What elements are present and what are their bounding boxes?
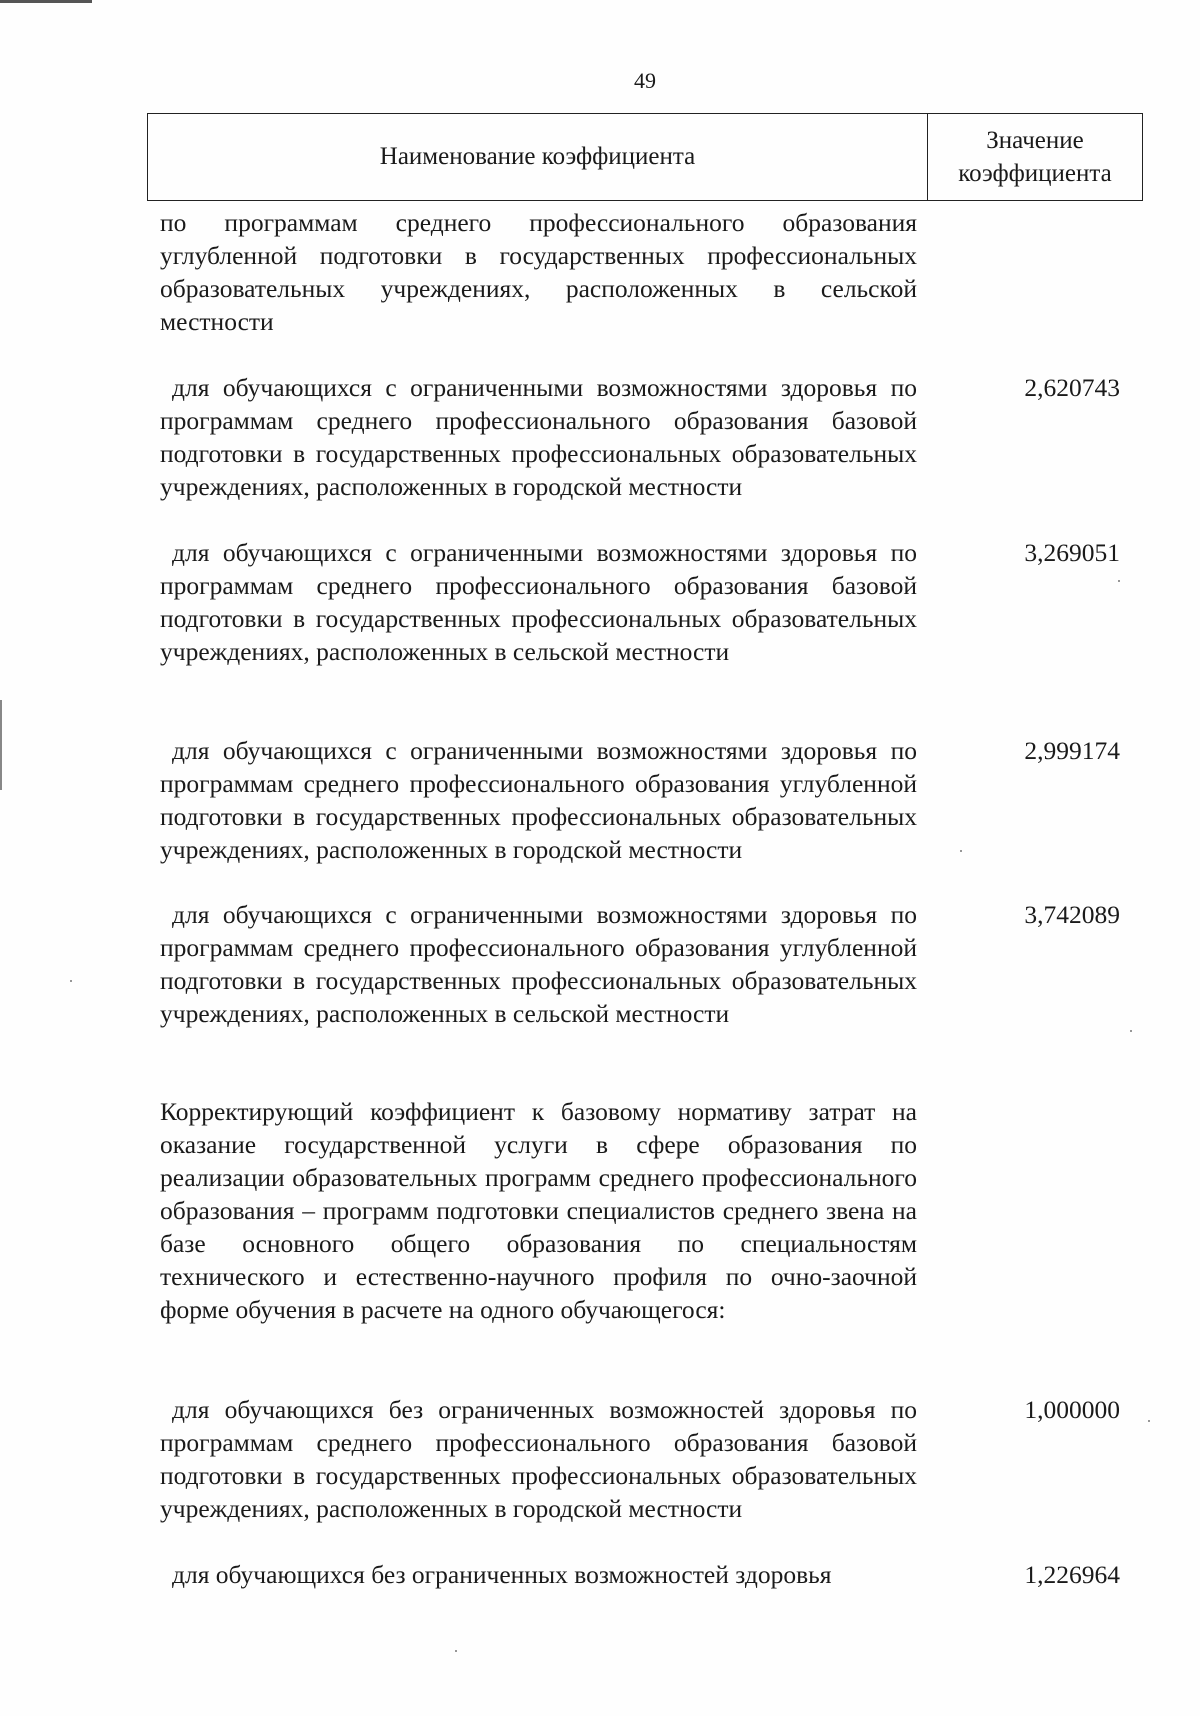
row-value: 1,000000: [1024, 1395, 1120, 1424]
row-description: для обучающихся без ограниченных возможностей здоровья по программам среднего профессионального образования базовой подготовки в государственных профессиональных образовательных учреждениях, расположенных в городской местности: [160, 1395, 917, 1523]
row-description: для обучающихся с ограниченными возможностями здоровья по программам среднего профессионального образования базовой подготовки в государственных профессиональных образовательных учреждениях, расположенных в сельской местности: [160, 538, 917, 666]
scan-speck: [1148, 1420, 1150, 1422]
row-description: для обучающихся с ограниченными возможностями здоровья по программам среднего профессионального образования углубленной подготовки в государственных профессиональных образовательных учреждениях, расположенных в городской местности: [160, 736, 917, 864]
table-header: [147, 113, 1143, 201]
header-coefficient-value: [928, 114, 1142, 200]
page-number: 49: [634, 68, 656, 93]
row-description: для обучающихся без ограниченных возможностей здоровья: [172, 1560, 832, 1589]
row-value: 3,742089: [1024, 900, 1120, 929]
section-title: Корректирующий коэффициент к базовому нормативу затрат на оказание государственной услуги в сфере образования по реализации образовательных программ среднего профессионального образования – программ подготовки специалистов среднего звена на базе основного общего образования по специальностям технического и естественно-научного профиля по очно-заочной форме обучения в расчете на одного обучающегося:: [160, 1097, 917, 1324]
scan-speck: [455, 1650, 457, 1652]
row-description: для обучающихся с ограниченными возможностями здоровья по программам среднего профессионального образования углубленной подготовки в государственных профессиональных образовательных учреждениях, расположенных в сельской местности: [160, 900, 917, 1028]
scan-edge-mark: [0, 700, 2, 790]
header-coefficient-name: Наименование коэффициента: [148, 114, 928, 200]
header-value-label: Значение коэффициента: [958, 127, 1112, 187]
row-description: для обучающихся с ограниченными возможностями здоровья по программам среднего профессионального образования базовой подготовки в государственных профессиональных образовательных учреждениях, расположенных в городской местности: [160, 373, 917, 501]
scan-speck: [960, 850, 962, 852]
scan-speck: [70, 980, 72, 982]
row-description: по программам среднего профессионального образования углубленной подготовки в государственных профессиональных образовательных учреждениях, расположенных в сельской местности: [160, 208, 917, 336]
row-value: 2,999174: [1024, 736, 1120, 765]
row-value: 1,226964: [1024, 1560, 1120, 1589]
scan-speck: [1130, 1030, 1132, 1032]
scan-speck: [1118, 580, 1120, 582]
row-value: 3,269051: [1024, 538, 1120, 567]
scan-edge-mark: [0, 0, 92, 3]
row-value: 2,620743: [1024, 373, 1120, 402]
